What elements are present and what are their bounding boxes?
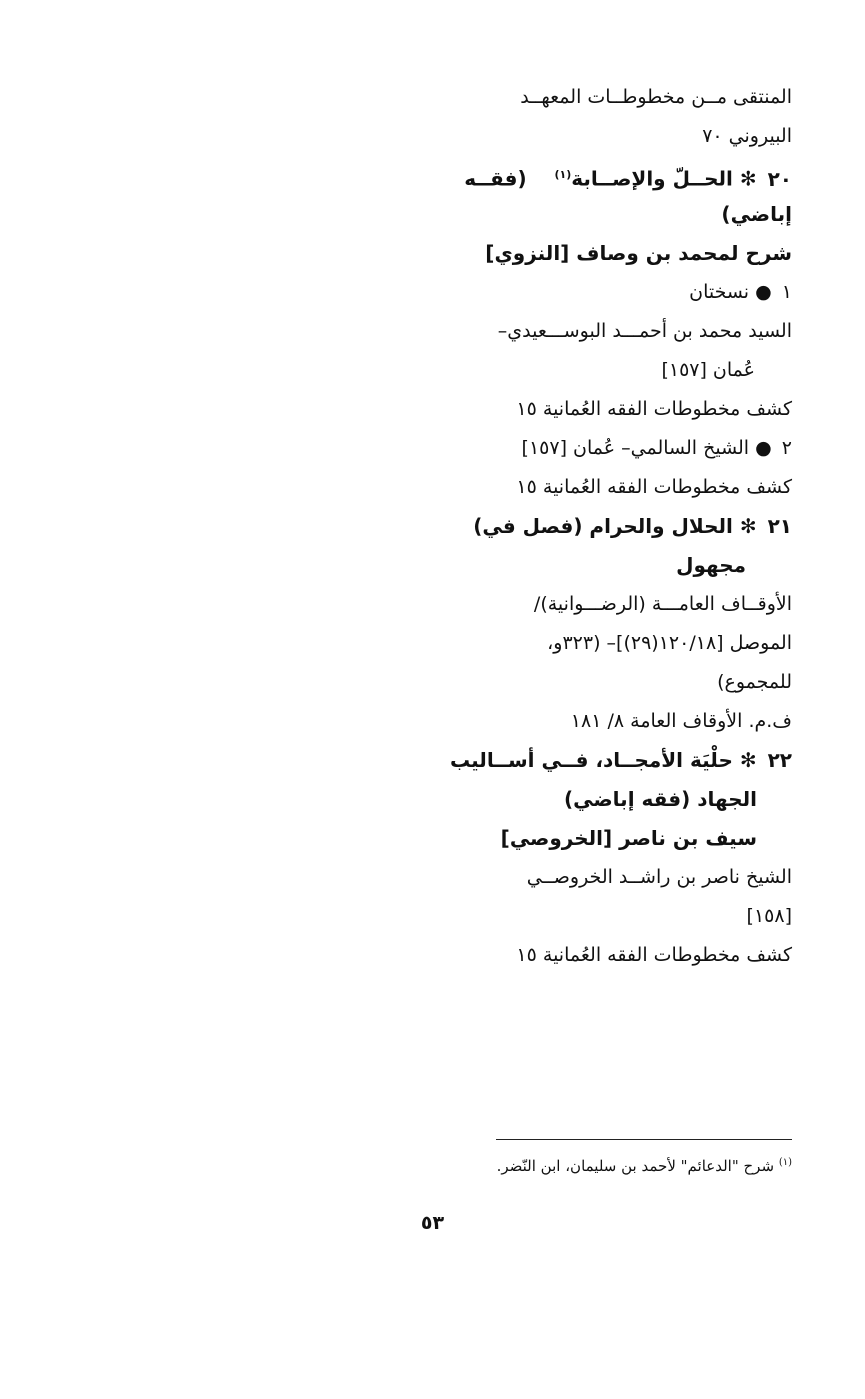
copy-heading <box>440 273 792 312</box>
copy-location-cont: عُمان [١٥٧] <box>661 359 755 381</box>
entry-22-heading <box>440 741 792 780</box>
copy-label: نسختان <box>689 281 750 303</box>
catalog-column <box>440 78 792 975</box>
copy-heading <box>440 429 792 468</box>
entry-title: حلْيَة الأمجــاد، فــي أســاليب <box>449 748 733 772</box>
entry-line: البيروني ٧٠ <box>702 125 792 147</box>
copy-reference: ف.م. الأوقاف العامة ٨/ ١٨١ <box>570 710 792 732</box>
entry-title-cont: الجهاد (فقه إباضي) <box>563 787 757 811</box>
entry-author: سيف بن ناصر [الخروصي] <box>500 826 757 850</box>
copy-reference: كشف مخطوطات الفقه العُمانية ١٥ <box>516 398 792 420</box>
copy-location-cont: للمجموع) <box>717 671 792 693</box>
copy-reference: كشف مخطوطات الفقه العُمانية ١٥ <box>516 944 792 966</box>
copy-location: الشيخ ناصر بن راشــد الخروصــي <box>526 866 792 888</box>
footnote-text: شرح "الدعائم" لأحمد بن سليمان، ابن النّضر. <box>496 1157 775 1175</box>
entry-title: الحــلّ والإصــابة <box>571 166 733 191</box>
copy-number: ١ <box>781 281 792 303</box>
footnote-marker: (١) <box>778 1157 792 1168</box>
entry-author: شرح لمحمد بن وصاف [النزوي] <box>485 241 792 265</box>
copy-location: الأوقــاف العامـــة (الرضـــوانية)/ <box>533 593 792 615</box>
entry-20-heading <box>440 156 792 195</box>
entry-number: ٢٠ <box>767 166 792 191</box>
entry-21-heading <box>440 507 792 546</box>
entry-title: الحلال والحرام (فصل في) <box>473 514 733 538</box>
copy-location: السيد محمد بن أحمـــد البوســـعيدي– <box>497 320 792 342</box>
asterisk-icon: ✻ <box>739 514 757 538</box>
entry-number: ٢٢ <box>767 748 792 772</box>
asterisk-icon: ✻ <box>739 166 757 191</box>
copy-number: ٢ <box>781 437 792 459</box>
copy-reference: كشف مخطوطات الفقه العُمانية ١٥ <box>516 476 792 498</box>
entry-author: مجهول <box>676 553 746 577</box>
bullet-icon: ● <box>755 281 772 303</box>
page-number: ٥٣ <box>420 1212 445 1234</box>
asterisk-icon: ✻ <box>739 748 757 772</box>
copy-location: الشيخ السالمي– عُمان [١٥٧] <box>521 437 750 459</box>
bullet-icon: ● <box>755 437 772 459</box>
entry-line: المنتقى مــن مخطوطــات المعهــد <box>520 86 792 108</box>
entry-subject-cont: إباضي) <box>721 202 792 226</box>
entry-subject: (فقــه <box>464 166 527 191</box>
copy-location-cont: [١٥٨] <box>746 905 792 927</box>
copy-location-cont: الموصل [١٢٠/١٨(٢٩)]– (٣٢٣و، <box>547 632 792 654</box>
footnote-divider <box>496 1139 792 1140</box>
footnote-marker: (١) <box>554 168 572 181</box>
entry-number: ٢١ <box>767 514 792 538</box>
footnote <box>440 1152 792 1177</box>
